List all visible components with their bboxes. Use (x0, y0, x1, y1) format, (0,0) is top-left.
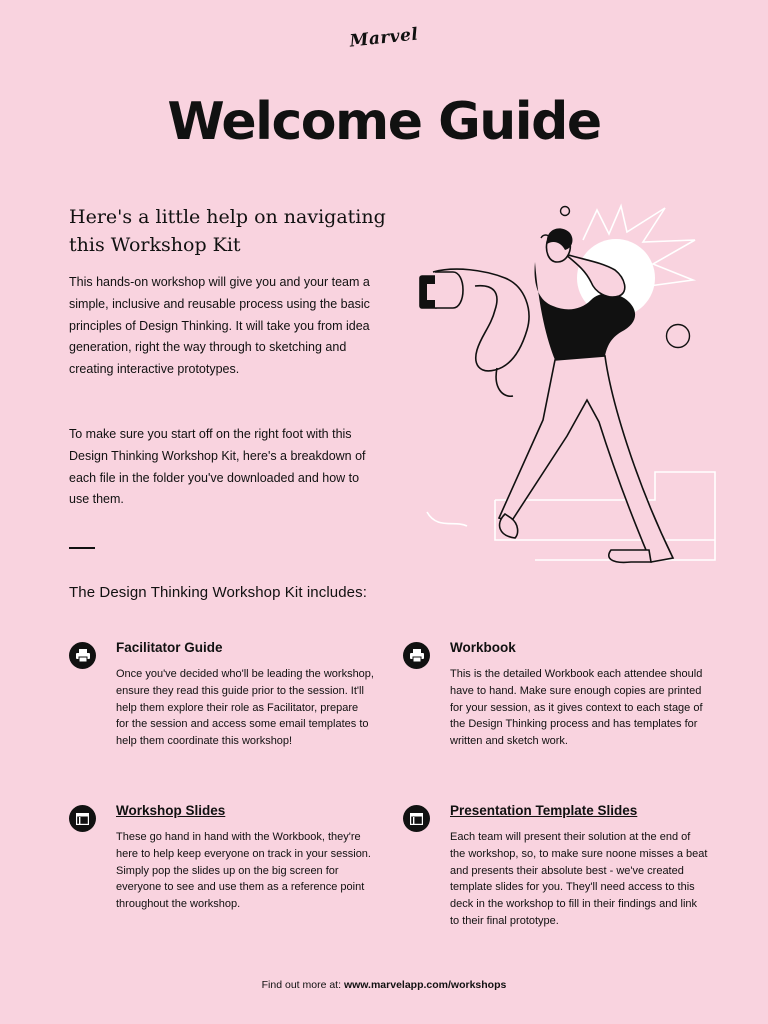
kit-item-title: Workbook (450, 640, 516, 655)
marvel-logo: Marvel (348, 24, 420, 52)
small-circle (561, 207, 570, 216)
kit-item-title-link[interactable]: Workshop Slides (116, 803, 226, 818)
kit-item-body: These go hand in hand with the Workbook, they're here to help keep everyone on track in your session. Simply pop the slides up on the big screen for everyone to see and use them as a reference point throughout the workshop. (116, 831, 371, 911)
printer-icon (69, 642, 96, 669)
step-outline (427, 472, 715, 560)
kit-heading: The Design Thinking Workshop Kit includes: (69, 584, 367, 601)
footer-prefix: Find out more at: (261, 979, 342, 991)
camera (420, 272, 463, 308)
intro-paragraph-2: To make sure you start off on the right foot with this Design Thinking Workshop Kit, here's a breakdown of each file in the folder you've downloaded and how to use them. (69, 427, 366, 507)
person-illustration (415, 200, 720, 570)
slides-icon (403, 805, 430, 832)
intro-paragraph-1: This hands-on workshop will give you and your team a simple, inclusive and reusable process using the basic principles of Design Thinking. It will take you from idea generation, right the way through to sketching and creating interactive prototypes. (69, 275, 370, 377)
ring-circle (667, 325, 690, 348)
legs (499, 356, 673, 562)
printer-icon (403, 642, 430, 669)
slides-icon (69, 805, 96, 832)
kit-item-body: Once you've decided who'll be leading the workshop, ensure they read this guide prior to the session. It'll help them explore their role as Facilitator, prepare for the session and access some email templates to help them coordinate this workshop! (116, 668, 374, 748)
footer (0, 979, 768, 991)
kit-item-body: This is the detailed Workbook each attendee should have to hand. Make sure enough copies are printed for your session, as it gives context to each stage of the Design Thinking process and has templates for written and sketch work. (450, 668, 703, 748)
kit-item-title-link[interactable]: Presentation Template Slides (450, 803, 638, 818)
kit-item-title: Facilitator Guide (116, 640, 223, 655)
subtitle: Here's a little help on navigating this Workshop Kit (69, 206, 386, 256)
head (541, 228, 572, 262)
section-divider (69, 547, 95, 549)
page-title: Welcome Guide (167, 92, 601, 152)
kit-item-body: Each team will present their solution at the end of the workshop, so, to make sure noone misses a beat and presents their absolute best - we've created template slides for you. They'll need access to this deck in the workshop to fill in their findings and link to their final prototype. (450, 831, 708, 927)
footer-link[interactable]: www.marvelapp.com/workshops (343, 979, 507, 991)
